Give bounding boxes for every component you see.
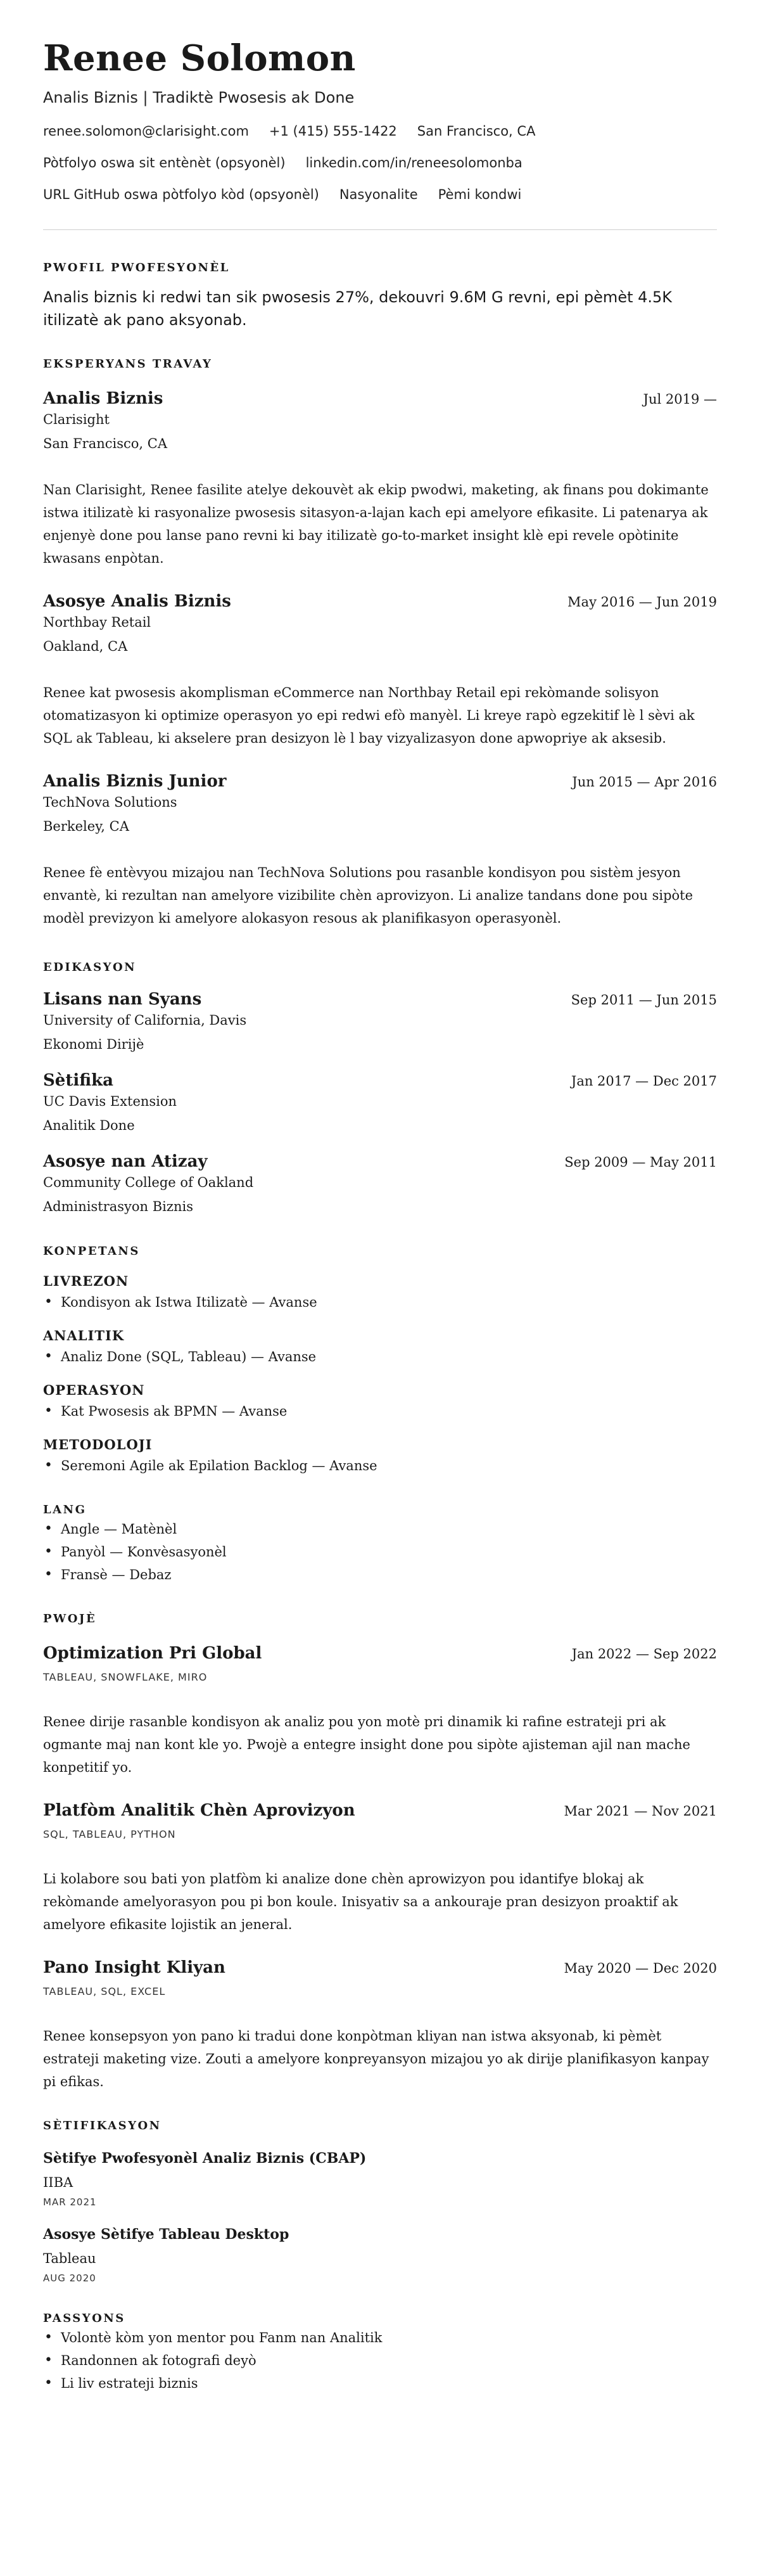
language-item: • Angle — Matènèl — [61, 1518, 717, 1541]
project-tools: TABLEAU, SNOWFLAKE, MIRO — [43, 1671, 208, 1683]
skill-item: • Seremoni Agile ak Epilation Backlog — Avanse — [61, 1454, 717, 1477]
section-title-experience: EKSPERYANS TRAVAY — [43, 357, 213, 371]
company-name: Northbay Retail — [43, 615, 151, 630]
certification-issuer: Tableau — [43, 2251, 96, 2266]
project-entry — [43, 1956, 717, 2093]
interest-item: • Randonnen ak fotografi deyò — [61, 2349, 717, 2372]
certification-name: Sètifye Pwofesyonèl Analiz Biznis (CBAP) — [43, 2150, 367, 2167]
contact-row-primary — [43, 122, 717, 141]
skill-list — [43, 1291, 717, 1314]
drivers-license: Pèmi kondwi — [438, 187, 522, 202]
job-description: Renee fè entèvyou mizajou nan TechNova Solutions pou rasanble kondisyon pou sistèm jesyon envantè, ki rezultan nan amelyore vizibilite chèn aprovizyon. Li analize tandans done pou sipòte modèl previzyon ki amelyore alokasyon resous ak planifikasyon operasyonèl. — [43, 865, 694, 926]
skill-item: • Analiz Done (SQL, Tableau) — Avanse — [61, 1345, 717, 1368]
company-name: TechNova Solutions — [43, 795, 177, 810]
job-title: Analis Biznis Junior — [43, 772, 227, 791]
job-location: Berkeley, CA — [43, 819, 129, 834]
education-dates: Sep 2009 — May 2011 — [564, 1155, 717, 1170]
certification-entry — [43, 2225, 717, 2286]
project-description: Li kolabore sou bati yon platfòm ki analize done chèn aprowizyon pou idantifye blokaj ak rekòmande amelyorasyon pou pi bon koule. Inisyativ sa a ankouraje pran desizyon proaktif ak amelyore efikasite lojistik an jeneral. — [43, 1871, 678, 1932]
job-location: Oakland, CA — [43, 639, 128, 654]
skill-item: • Kondisyon ak Istwa Itilizatè — Avanse — [61, 1291, 717, 1314]
job-dates: Jun 2015 — Apr 2016 — [572, 774, 717, 790]
certification-issuer: IIBA — [43, 2175, 73, 2190]
project-name: Platfòm Analitik Chèn Aprovizyon — [43, 1801, 355, 1820]
candidate-headline: Analis Biznis | Tradiktè Pwosesis ak Done — [43, 89, 355, 106]
profile-summary: Analis biznis ki redwi tan sik pwosesis 27%, dekouvri 9.6M G revni, epi pèmèt 4.5K itilizatè ak pano aksyonab. — [43, 288, 673, 329]
nationality: Nasyonalite — [339, 187, 418, 202]
project-dates: Mar 2021 — Nov 2021 — [564, 1804, 717, 1819]
education-entry — [43, 1069, 717, 1135]
phone-number[interactable]: +1 (415) 555-1422 — [269, 124, 397, 139]
experience-entry — [43, 770, 717, 930]
project-entry — [43, 1799, 717, 1936]
profile-section — [43, 260, 717, 331]
skill-category: LIVREZON — [43, 1273, 129, 1289]
project-name: Optimization Pri Global — [43, 1644, 262, 1663]
school-name: Community College of Oakland — [43, 1175, 254, 1190]
experience-entry — [43, 590, 717, 750]
candidate-name: Renee Solomon — [43, 37, 356, 79]
education-dates: Jan 2017 — Dec 2017 — [571, 1073, 717, 1089]
certification-entry — [43, 2149, 717, 2210]
skill-category: OPERASYON — [43, 1382, 145, 1398]
section-title-languages: LANG — [43, 1503, 87, 1516]
school-name: University of California, Davis — [43, 1013, 247, 1028]
github-link[interactable]: URL GitHub oswa pòtfolyo kòd (opsyonèl) — [43, 187, 319, 202]
job-dates: Jul 2019 — — [643, 392, 717, 407]
section-title-projects: PWOJÈ — [43, 1612, 97, 1625]
job-description: Renee kat pwosesis akomplisman eCommerce nan Northbay Retail epi rekòmande solisyon otomatizasyon ki optimize operasyon yo epi redwi efò manyèl. Li kreye rapò egzekitif lè l sèvi ak SQL ak Tableau, ki akselere pran desizyon lè l bay vizyalizasyon done apwopriye ak aksesib. — [43, 685, 695, 746]
project-entry — [43, 1642, 717, 1779]
education-entry — [43, 1150, 717, 1216]
skill-item: • Kat Pwosesis ak BPMN — Avanse — [61, 1400, 717, 1423]
field-of-study: Ekonomi Dirijè — [43, 1037, 144, 1052]
interest-item: • Volontè kòm yon mentor pou Fanm nan Analitik — [61, 2326, 717, 2349]
project-tools: TABLEAU, SQL, EXCEL — [43, 1985, 166, 1997]
certification-date: MAR 2021 — [43, 2196, 97, 2208]
degree-title: Sètifika — [43, 1071, 113, 1090]
email-link[interactable]: renee.solomon@clarisight.com — [43, 124, 249, 139]
experience-section — [43, 357, 717, 930]
skill-list — [43, 1454, 717, 1477]
section-title-certifications: SÈTIFIKASYON — [43, 2119, 162, 2132]
job-title: Analis Biznis — [43, 389, 163, 408]
project-tools: SQL, TABLEAU, PYTHON — [43, 1828, 176, 1840]
skill-group — [43, 1381, 717, 1423]
portfolio-link[interactable]: Pòtfolyo oswa sit entènèt (opsyonèl) — [43, 155, 286, 170]
field-of-study: Administrasyon Biznis — [43, 1199, 193, 1214]
header-divider — [43, 229, 717, 230]
certification-name: Asosye Sètifye Tableau Desktop — [43, 2226, 289, 2243]
project-dates: Jan 2022 — Sep 2022 — [571, 1646, 717, 1662]
education-entry — [43, 988, 717, 1054]
language-item: • Panyòl — Konvèsasyonèl — [61, 1541, 717, 1563]
interest-item: • Li liv estrateji biznis — [61, 2372, 717, 2395]
skill-group — [43, 1326, 717, 1368]
certification-date: AUG 2020 — [43, 2272, 96, 2284]
section-title-education: EDIKASYON — [43, 961, 137, 974]
job-location: San Francisco, CA — [43, 436, 168, 451]
job-title: Asosye Analis Biznis — [43, 592, 231, 611]
section-title-skills: KONPETANS — [43, 1245, 140, 1258]
skill-group — [43, 1272, 717, 1314]
resume-header — [43, 35, 717, 204]
contact-row-links — [43, 153, 717, 172]
field-of-study: Analitik Done — [43, 1118, 135, 1133]
project-description: Renee konsepsyon yon pano ki tradui done konpòtman kliyan nan istwa aksyonab, ki pèmèt estrateji maketing vize. Zouti a amelyore konpreyansyon mizajou yo ak dirije planifikasyon kanpay pi efikas. — [43, 2028, 709, 2089]
school-name: UC Davis Extension — [43, 1094, 177, 1109]
language-list — [43, 1518, 717, 1586]
degree-title: Lisans nan Syans — [43, 990, 202, 1009]
skill-group — [43, 1435, 717, 1477]
degree-title: Asosye nan Atizay — [43, 1152, 208, 1171]
experience-entry — [43, 387, 717, 570]
job-dates: May 2016 — Jun 2019 — [567, 594, 717, 610]
skill-category: ANALITIK — [43, 1328, 125, 1343]
skill-category: METODOLOJI — [43, 1437, 153, 1452]
interests-section — [43, 2311, 717, 2395]
education-dates: Sep 2011 — Jun 2015 — [571, 992, 717, 1008]
project-name: Pano Insight Kliyan — [43, 1958, 225, 1977]
location: San Francisco, CA — [417, 124, 536, 139]
section-title-profile: PWOFIL PWOFESYONÈL — [43, 261, 230, 274]
language-item: • Fransè — Debaz — [61, 1563, 717, 1586]
contact-row-extra — [43, 185, 717, 204]
skill-list — [43, 1400, 717, 1423]
job-description: Nan Clarisight, Renee fasilite atelye dekouvèt ak ekip pwodwi, maketing, ak finans pou dokimante istwa itilizatè ki rasyonalize pwosesis sitasyon-a-lajan kach epi amelyore efikasite. Li patenarya ak enjenyè done pou lanse pano revni ki bay itilizatè go-to-market insight klè epi revele opòtinite kwasans enpòtan. — [43, 482, 709, 566]
linkedin-link[interactable]: linkedin.com/in/reneesolomonba — [305, 155, 522, 170]
interest-list — [43, 2326, 717, 2395]
projects-section — [43, 1612, 717, 2093]
skill-list — [43, 1345, 717, 1368]
skills-section — [43, 1244, 717, 1477]
project-description: Renee dirije rasanble kondisyon ak analiz pou yon motè pri dinamik ki rafine estrateji pri ak ogmante maj nan kont kle yo. Pwojè a entegre insight done pou sipòte ajisteman ajil nan mache konpetitif yo. — [43, 1714, 690, 1775]
company-name: Clarisight — [43, 412, 110, 427]
certifications-section — [43, 2118, 717, 2286]
section-title-interests: PASSYONS — [43, 2312, 125, 2325]
languages-section — [43, 1503, 717, 1586]
education-section — [43, 960, 717, 1216]
project-dates: May 2020 — Dec 2020 — [564, 1961, 717, 1976]
